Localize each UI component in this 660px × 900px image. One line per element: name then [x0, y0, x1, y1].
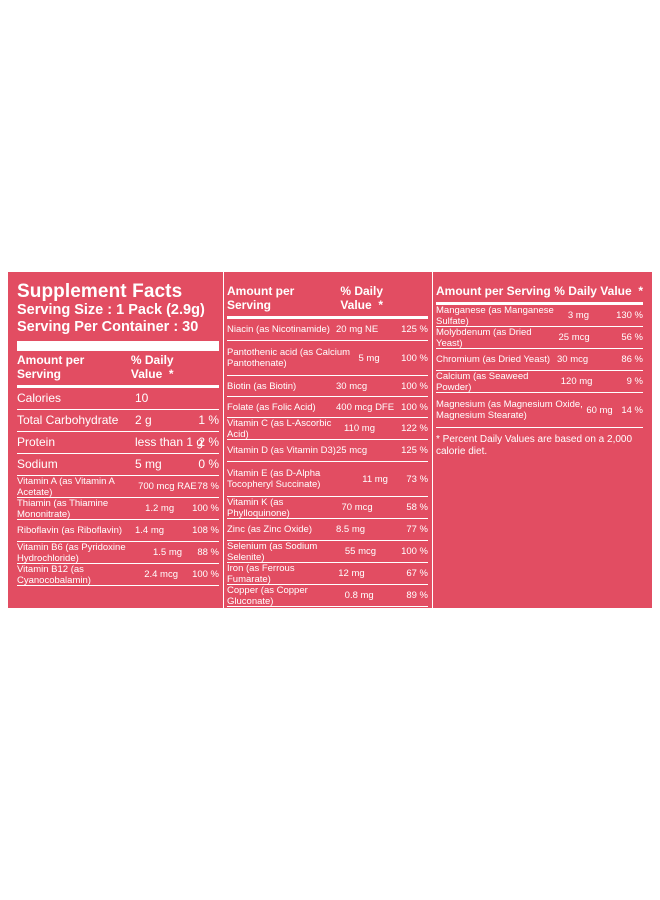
nutrient-name: Folate (as Folic Acid)	[227, 401, 316, 413]
nutrient-daily-value: 122 %	[401, 423, 428, 434]
nutrient-row	[227, 541, 428, 563]
nutrient-name: Calcium (as Seaweed Powder)	[436, 370, 529, 393]
nutrient-row	[227, 376, 428, 397]
nutrient-name: Thiamin (as Thiamine Mononitrate)	[17, 497, 109, 520]
nutrient-daily-value: 86 %	[621, 354, 643, 365]
footnote: * Percent Daily Values are based on a 2,000 calorie diet.	[436, 434, 633, 457]
nutrient-daily-value: 100 %	[401, 352, 428, 364]
nutrient-row	[17, 564, 219, 586]
nutrient-list	[227, 319, 428, 607]
nutrient-amount: 5 mg	[358, 352, 380, 364]
nutrient-name: Pantothenic acid (as Calcium Pantothenate)	[227, 347, 351, 369]
nutrient-name: Manganese (as Manganese Sulfate)	[436, 304, 554, 327]
column-1	[17, 282, 219, 586]
nutrient-amount: 12 mg	[338, 568, 365, 579]
nutrient-amount: 1.5 mg	[152, 547, 183, 558]
nutrient-row	[17, 520, 219, 542]
nutrient-name: Riboflavin (as Riboflavin)	[17, 525, 123, 536]
nutrient-name: Copper (as Copper Gluconate)	[227, 584, 308, 607]
nutrient-daily-value: 125 %	[401, 324, 428, 335]
nutrient-row	[227, 397, 428, 418]
nutrient-row	[17, 476, 219, 498]
nutrient-amount: 60 mg	[586, 404, 613, 416]
nutrient-row	[17, 432, 219, 454]
nutrient-amount: 1.4 mg	[135, 525, 165, 536]
nutrient-name: Biotin (as Biotin)	[227, 380, 297, 392]
nutrient-amount: 10	[135, 391, 149, 405]
nutrient-amount: 110 mg	[344, 423, 375, 434]
thick-divider	[17, 341, 219, 351]
supplement-facts-panel	[8, 272, 652, 608]
column-divider	[432, 272, 433, 608]
dv-header: % Daily Value *	[130, 353, 174, 381]
nutrient-daily-value: 89 %	[406, 590, 428, 601]
dv-header: % Daily Value *	[340, 284, 384, 312]
nutrient-row	[17, 388, 219, 410]
nutrient-daily-value: 100 %	[401, 380, 428, 392]
nutrient-amount: 20 mg NE	[336, 324, 379, 335]
column-header	[227, 282, 428, 319]
nutrient-row	[227, 519, 428, 541]
nutrient-daily-value: 125 %	[401, 445, 428, 456]
panel-title: Supplement Facts	[17, 281, 183, 302]
nutrient-amount: 30 mcg	[336, 380, 368, 392]
nutrient-name: Sodium	[17, 457, 58, 471]
nutrient-name: Vitamin E (as D-Alpha Tocopheryl Succinate)	[227, 468, 321, 490]
dv-header: % Daily Value *	[554, 284, 643, 298]
nutrient-list	[436, 305, 643, 428]
nutrient-daily-value: 56 %	[621, 332, 643, 343]
nutrient-name: Chromium (as Dried Yeast)	[436, 354, 551, 365]
column-header	[17, 351, 219, 388]
amount-header: Amount per Serving	[227, 284, 295, 312]
nutrient-daily-value: 77 %	[406, 524, 428, 535]
nutrient-name: Calories	[17, 391, 62, 405]
nutrient-amount: 25 mcg	[336, 445, 368, 456]
nutrient-name: Vitamin C (as L-Ascorbic Acid)	[227, 417, 332, 440]
nutrient-row	[436, 327, 643, 349]
nutrient-row	[227, 319, 428, 341]
nutrient-daily-value: 78 %	[197, 481, 219, 492]
nutrient-daily-value: 100 %	[192, 503, 219, 514]
nutrient-name: Vitamin A (as Vitamin A Acetate)	[17, 475, 115, 498]
nutrient-row	[436, 349, 643, 371]
nutrient-daily-value: 2 %	[198, 435, 219, 449]
nutrient-row	[227, 440, 428, 462]
nutrient-daily-value: 108 %	[192, 525, 219, 536]
nutrient-amount: 30 mcg	[557, 354, 589, 365]
servings-per-container: Serving Per Container : 30	[17, 319, 199, 335]
nutrient-name: Vitamin B6 (as Pyridoxine Hydrochloride)	[17, 541, 126, 564]
nutrient-name: Iron (as Ferrous Fumarate)	[227, 562, 295, 585]
nutrient-row	[436, 393, 643, 428]
nutrient-daily-value: 100 %	[401, 401, 428, 413]
nutrient-amount: 5 mg	[135, 457, 162, 471]
nutrient-daily-value: 130 %	[616, 310, 643, 321]
nutrient-amount: 2.4 mcg	[144, 569, 178, 580]
nutrient-amount: 8.5 mg	[336, 524, 366, 535]
nutrient-row	[17, 410, 219, 432]
nutrient-daily-value: 100 %	[401, 546, 428, 557]
nutrient-daily-value: 14 %	[621, 404, 643, 416]
serving-size: Serving Size : 1 Pack (2.9g)	[17, 302, 205, 318]
nutrient-list	[17, 388, 219, 586]
nutrient-row	[436, 305, 643, 327]
nutrient-row	[17, 542, 219, 564]
column-3	[436, 282, 643, 458]
nutrient-amount: 70 mcg	[341, 502, 373, 513]
nutrient-name: Zinc (as Zinc Oxide)	[227, 524, 312, 535]
nutrient-amount: 25 mcg	[558, 332, 590, 343]
column-divider	[223, 272, 224, 608]
amount-header: Amount per Serving	[17, 353, 85, 381]
nutrient-name: Molybdenum (as Dried Yeast)	[436, 326, 532, 349]
nutrient-daily-value: 100 %	[192, 569, 219, 580]
nutrient-daily-value: 67 %	[406, 568, 428, 579]
nutrient-name: Vitamin D (as Vitamin D3)	[227, 445, 336, 456]
nutrient-name: Magnesium (as Magnesium Oxide, Magnesium Stearate)	[436, 399, 583, 421]
nutrient-name: Protein	[17, 435, 56, 449]
nutrient-name: Selenium (as Sodium Selenite)	[227, 540, 318, 563]
nutrient-daily-value: 9 %	[626, 376, 643, 387]
nutrient-name: Niacin (as Nicotinamide)	[227, 324, 330, 335]
column-header	[436, 282, 643, 305]
nutrient-amount: less than 1 g	[135, 435, 204, 449]
nutrient-amount: 2 g	[135, 413, 152, 427]
nutrient-daily-value: 88 %	[197, 547, 219, 558]
nutrient-row	[17, 498, 219, 520]
nutrient-row	[227, 585, 428, 607]
nutrient-amount: 0.8 mg	[344, 590, 374, 601]
nutrient-name: Vitamin K (as Phylloquinone)	[227, 496, 290, 519]
nutrient-daily-value: 73 %	[406, 473, 429, 485]
nutrient-row	[227, 497, 428, 519]
nutrient-row	[227, 462, 428, 497]
nutrient-row	[436, 371, 643, 393]
nutrient-name: Total Carbohydrate	[17, 413, 119, 427]
nutrient-daily-value: 1 %	[198, 413, 219, 427]
nutrient-daily-value: 58 %	[406, 502, 428, 513]
nutrient-amount: 1.2 mg	[145, 503, 175, 514]
nutrient-row	[227, 418, 428, 440]
nutrient-amount: 120 mg	[560, 376, 593, 387]
amount-header: Amount per Serving	[436, 284, 551, 298]
nutrient-name: Vitamin B12 (as Cyanocobalamin)	[17, 563, 91, 586]
nutrient-amount: 700 mcg RAE	[138, 481, 197, 492]
nutrient-daily-value: 0 %	[198, 457, 219, 471]
column-2	[227, 282, 428, 607]
nutrient-amount: 11 mg	[362, 473, 388, 485]
nutrient-row	[17, 454, 219, 476]
nutrient-amount: 400 mcg DFE	[336, 401, 395, 413]
nutrient-amount: 3 mg	[567, 310, 589, 321]
nutrient-row	[227, 341, 428, 376]
nutrient-amount: 55 mcg	[344, 546, 377, 557]
nutrient-row	[227, 563, 428, 585]
